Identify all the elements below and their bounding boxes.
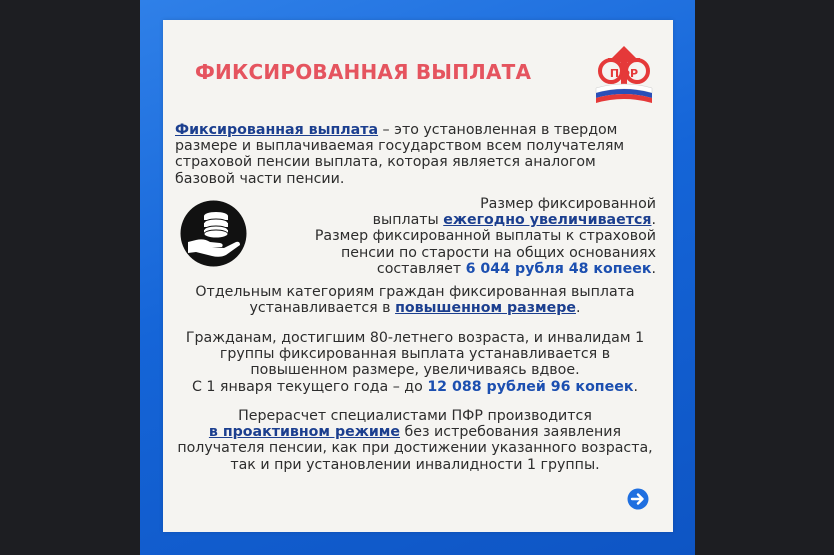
doubled-amount: 12 088 рублей 96 копеек bbox=[427, 378, 634, 395]
paragraph-80-years: Гражданам, достигшим 80-летнего возраста, и инвалидам 1 группы фиксированная выплата устанавливается в повышенном размере, увеличиваясь вдвое. С 1 января текущего года – до 12 088 рублей 96 копеек. bbox=[185, 330, 645, 395]
page-title: ФИКСИРОВАННАЯ ВЫПЛАТА bbox=[195, 60, 532, 84]
paragraph-categories: Отдельным категориям граждан фиксированная выплата устанавливается в повышенном размере. bbox=[195, 284, 635, 317]
paragraph-recalculation: Перерасчет специалистами ПФР производится в проактивном режиме без истребования заявления получателя пенсии, как при достижении указанного возраста, так и при установлении инвалидности 1 группы. bbox=[177, 408, 653, 473]
arrow-right-circle-icon[interactable] bbox=[627, 488, 649, 510]
proactive-mode-link[interactable]: в проактивном режиме bbox=[208, 424, 401, 441]
annual-increase-link[interactable]: ежегодно увеличивается bbox=[443, 212, 652, 229]
fixed-payment-link[interactable]: Фиксированная выплата bbox=[175, 122, 379, 138]
paragraph-increase: Размер фиксированной выплаты ежегодно увеличивается. Размер фиксированной выплаты к страховой пенсии по старости на общих основаниях составляет 6 044 рубля 48 копеек. bbox=[314, 196, 656, 277]
fixed-amount: 6 044 рубля 48 копеек bbox=[465, 260, 652, 277]
increased-size-link[interactable]: повышенном размере bbox=[395, 300, 576, 317]
coins-hand-icon bbox=[180, 200, 247, 267]
pfr-logo-icon bbox=[590, 44, 658, 104]
paragraph-definition: Фиксированная выплата – это установленная в твердом размере и выплачиваемая государством всем получателям страховой пенсии выплата, которая является аналогом базовой части пенсии. bbox=[175, 122, 625, 187]
logo-text: ПФР bbox=[609, 67, 639, 80]
